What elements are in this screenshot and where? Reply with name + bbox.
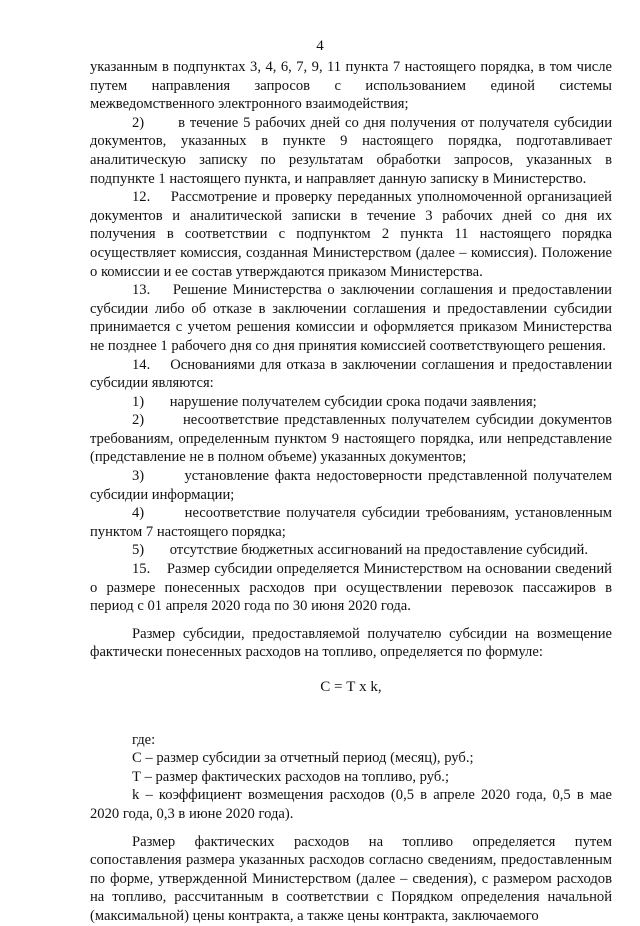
list-item-1: 1) нарушение получателем субсидии срока подачи заявления; — [132, 393, 537, 410]
definition-c: С – размер субсидии за отчетный период (месяц), руб.; — [132, 750, 474, 767]
paragraph-subsidy-formula-intro: Размер субсидии, предоставляемой получателю субсидии на возмещение фактически понесенных расходов на топливо, определяется по формуле: — [90, 625, 612, 661]
definition-t: Т – размер фактических расходов на топливо, руб.; — [132, 768, 449, 785]
list-item-4: 4) несоответствие получателя субсидии требованиям, установленным пунктом 7 настоящего порядка; — [90, 505, 612, 540]
page-number: 4 — [316, 38, 324, 54]
document-body — [90, 58, 612, 926]
paragraph-13: 13. Решение Министерства о заключении соглашения и предоставлении субсидии либо об отказе в заключении соглашения и предоставлении субсидии принимается с учетом решения комиссии и оформляется приказом Министерства не позднее 1 рабочего дня со дня принятия комиссией соответствующего решения. — [90, 282, 612, 354]
paragraph-fuel-costs: Размер фактических расходов на топливо определяется путем сопоставления размера указанных расходов согласно сведениям, предоставленным по форме, утвержденной Министерством (далее – сведения), с размером расходов на топливо, рассчитанным в соответствии с Порядком определения начальной (максимальной) цены контракта, а также цены контракта, заключаемого — [90, 833, 612, 924]
paragraph-15: 15. Размер субсидии определяется Министерством на основании сведений о размере понесенных расходов при осуществлении перевозок пассажиров в период с 01 апреля 2020 года по 30 июня 2020 года. — [90, 561, 612, 615]
paragraph-subitem-2: 2) в течение 5 рабочих дней со дня получения от получателя субсидии документов, указанных в пункте 9 настоящего порядка, подготавливает аналитическую записку по результатам обработки запросов, указанных в подпункте 1 настоящего пункта, и направляет данную записку в Министерство. — [90, 114, 612, 187]
paragraph-12: 12. Рассмотрение и проверку переданных уполномоченной организацией документов и аналитической записки в течение 3 рабочих дней со дня их получения в соответствии с подпунктом 2 пункта 11 настоящего порядка осуществляет комиссия, созданная Министерством (далее – комиссия). Положение о комиссии и ее состав утверждаются приказом Министерства. — [90, 189, 612, 280]
paragraph-continuation: указанным в подпунктах 3, 4, 6, 7, 9, 11 пункта 7 настоящего порядка, в том числе путем направления запросов с использованием единой системы межведомственного электронного взаимодействия; — [90, 59, 612, 113]
formula: С = Т х k, — [320, 679, 382, 695]
list-item-2: 2) несоответствие представленных получателем субсидии документов требованиям, определенным пунктом 9 настоящего порядка, или непредставление (представление не в полном объеме) указанных документов; — [90, 412, 612, 466]
list-item-5: 5) отсутствие бюджетных ассигнований на предоставление субсидий. — [132, 542, 589, 559]
list-item-3: 3) установление факта недостоверности представленной получателем субсидии информации; — [90, 468, 612, 503]
definition-k: k – коэффициент возмещения расходов (0,5 в апреле 2020 года, 0,5 в мае 2020 года, 0,3 в июне 2020 года). — [90, 787, 612, 822]
paragraph-14: 14. Основаниями для отказа в заключении соглашения и предоставлении субсидии являются: — [90, 356, 612, 392]
where-label: где: — [132, 731, 156, 748]
